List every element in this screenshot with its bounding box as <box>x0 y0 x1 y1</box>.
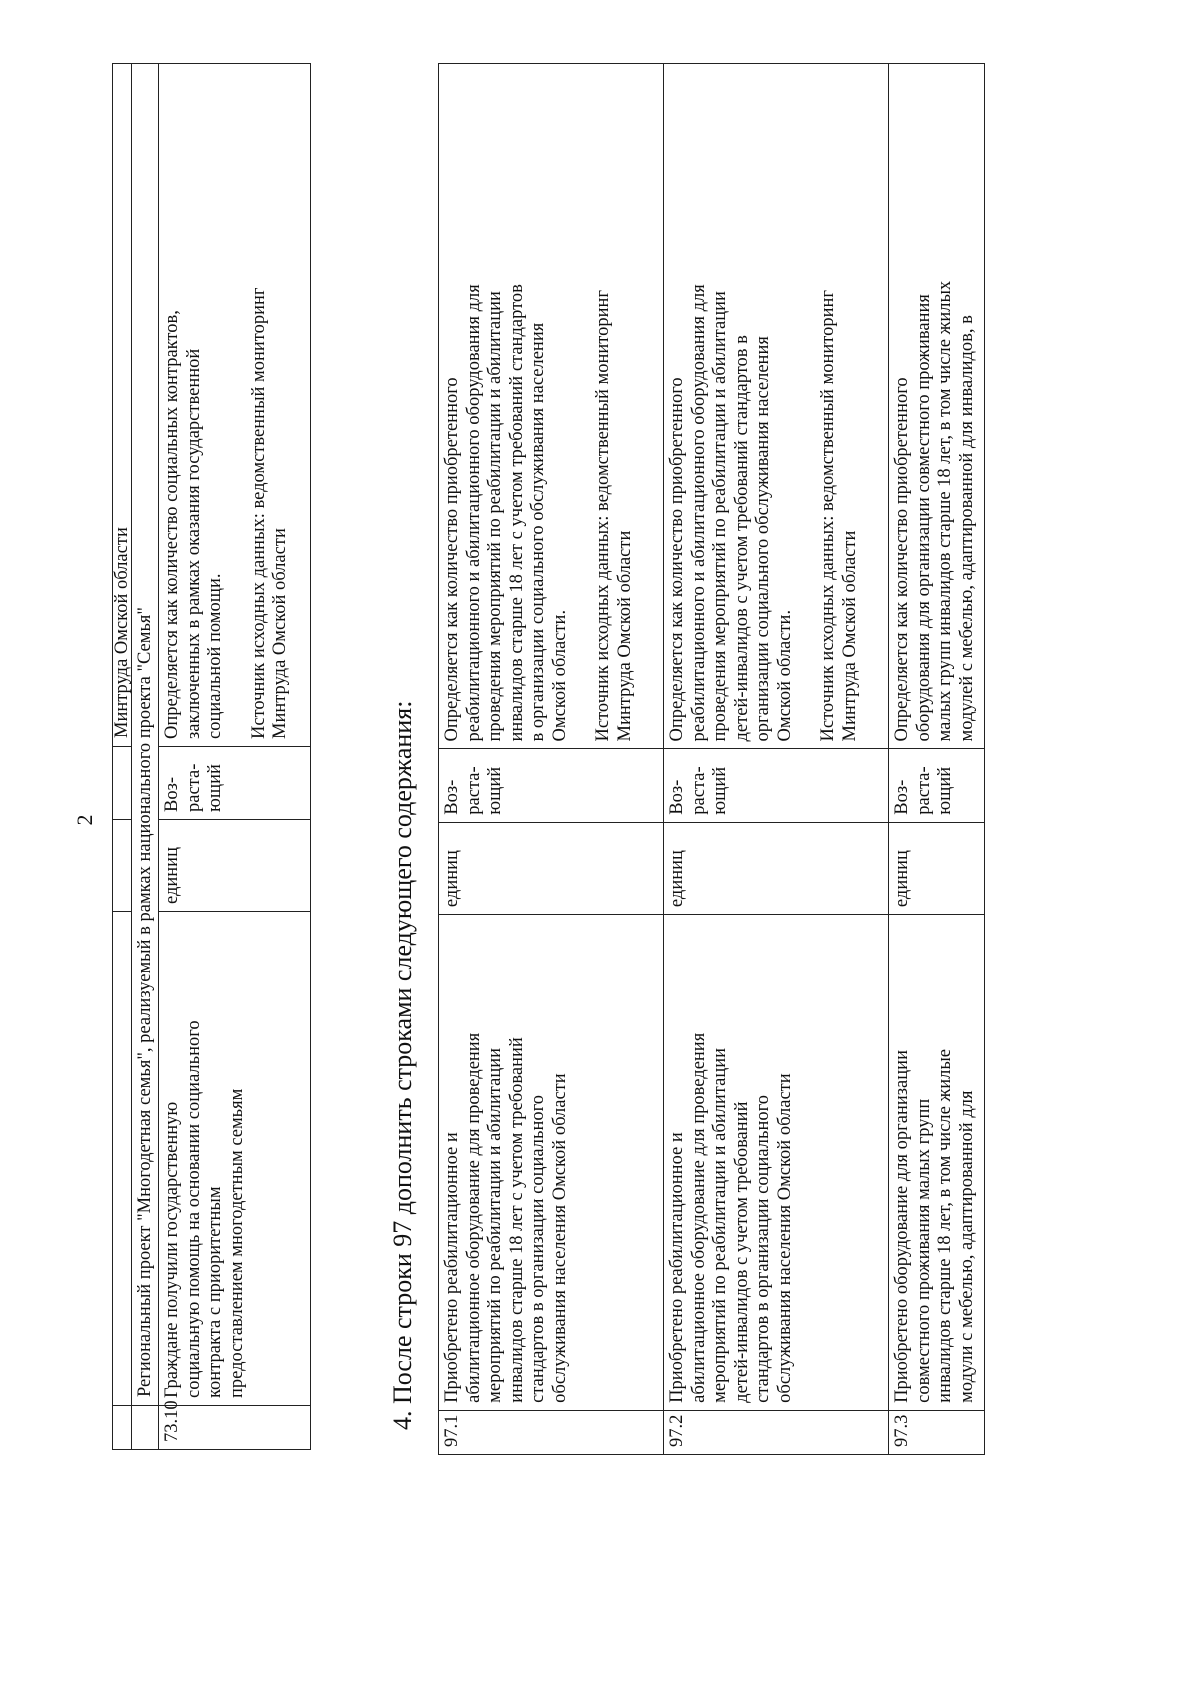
table-cell <box>113 912 132 1406</box>
description-cell <box>664 64 889 749</box>
table-cell <box>113 820 132 912</box>
type-cell: Воз- раста- ющий <box>159 747 311 820</box>
unit-cell: единиц <box>889 822 985 914</box>
table-cell <box>132 1406 159 1450</box>
description-cell <box>159 64 311 747</box>
row-number: 97.3 <box>889 1410 985 1454</box>
row-number: 97.1 <box>439 1410 664 1454</box>
table-row <box>113 64 132 1450</box>
indicators-table-top <box>112 63 311 1450</box>
row-number: 73.10 <box>159 1406 311 1450</box>
data-source-text: Источник исходных данных: ведомственный мониторинг Минтруда Омской области <box>248 287 290 739</box>
unit-cell: единиц <box>439 822 664 914</box>
data-source-text: Источник исходных данных: ведомственный мониторинг Минтруда Омской области <box>818 289 860 742</box>
section-row <box>132 64 159 1450</box>
description-text: Определяется как количество приобретенного реабилитационного и абилитационного оборудования для проведения мероприятий по реабилитации и абилитации детей-инвалидов с учетом требований стандартов в организации социального обслуживания населения Омской области. <box>667 284 795 742</box>
table-row <box>439 64 664 1455</box>
spacer <box>571 71 593 741</box>
unit-cell: единиц <box>159 820 311 912</box>
description-text: Определяется как количество приобретенного оборудования для организации совместного проживания малых групп инвалидов старше 18 лет, в том числе жилых модулей с мебелью, адаптированной для инвалидов, в <box>892 280 977 742</box>
indicator-name: Граждане получили государственную социальную помощь на основании социального контракта с приоритетным предоставлением многодетным семьям <box>159 912 311 1406</box>
spacer <box>227 71 249 739</box>
data-source-text: Источник исходных данных: ведомственный мониторинг Минтруда Омской области <box>593 289 635 742</box>
table-cell <box>113 747 132 820</box>
description-cell <box>439 64 664 749</box>
rotated-page <box>0 20 1100 1620</box>
section-title: Региональный проект "Многодетная семья", реализуемый в рамках национального проекта "Семья" <box>132 64 159 1406</box>
type-cell: Воз- раста- ющий <box>889 749 985 822</box>
indicator-name: Приобретено оборудование для организации совместного проживания малых групп инвалидов старше 18 лет, в том числе жилые модули с мебелью, адаптированной для <box>889 915 985 1411</box>
spacer <box>796 71 818 741</box>
table-cell <box>113 1406 132 1450</box>
table-row <box>159 64 311 1450</box>
type-cell: Воз- раста- ющий <box>439 749 664 822</box>
responsible-org: Минтруда Омской области <box>113 64 132 747</box>
indicators-table-new <box>438 63 985 1455</box>
description-text: Определяется как количество социальных контрактов, заключенных в рамках оказания государственной социальной помощи. <box>162 310 225 739</box>
description-cell <box>889 64 985 749</box>
indicator-name: Приобретено реабилитационное и абилитационное оборудование для проведения мероприятий по реабилитации и абилитации инвалидов старше 18 лет с учетом требований стандартов в организации социального обслуживания населения Омской области <box>439 915 664 1411</box>
table-row <box>889 64 985 1455</box>
page-number: 2 <box>72 814 97 826</box>
amendment-heading: 4. После строки 97 дополнить строками следующего содержания: <box>388 700 417 1430</box>
table-row <box>664 64 889 1455</box>
description-text: Определяется как количество приобретенного реабилитационного и абилитационного оборудования для проведения мероприятий по реабилитации и абилитации инвалидов старше 18 лет с учетом требований стандартов в организации социального обслуживания населения Омской области. <box>442 284 570 742</box>
type-cell: Воз- раста- ющий <box>664 749 889 822</box>
row-number: 97.2 <box>664 1410 889 1454</box>
indicator-name: Приобретено реабилитационное и абилитационное оборудование для проведения мероприятий по реабилитации и абилитации детей-инвалидов с учетом требований стандартов в организации социального обслуживания населения Омской области <box>664 915 889 1411</box>
unit-cell: единиц <box>664 822 889 914</box>
